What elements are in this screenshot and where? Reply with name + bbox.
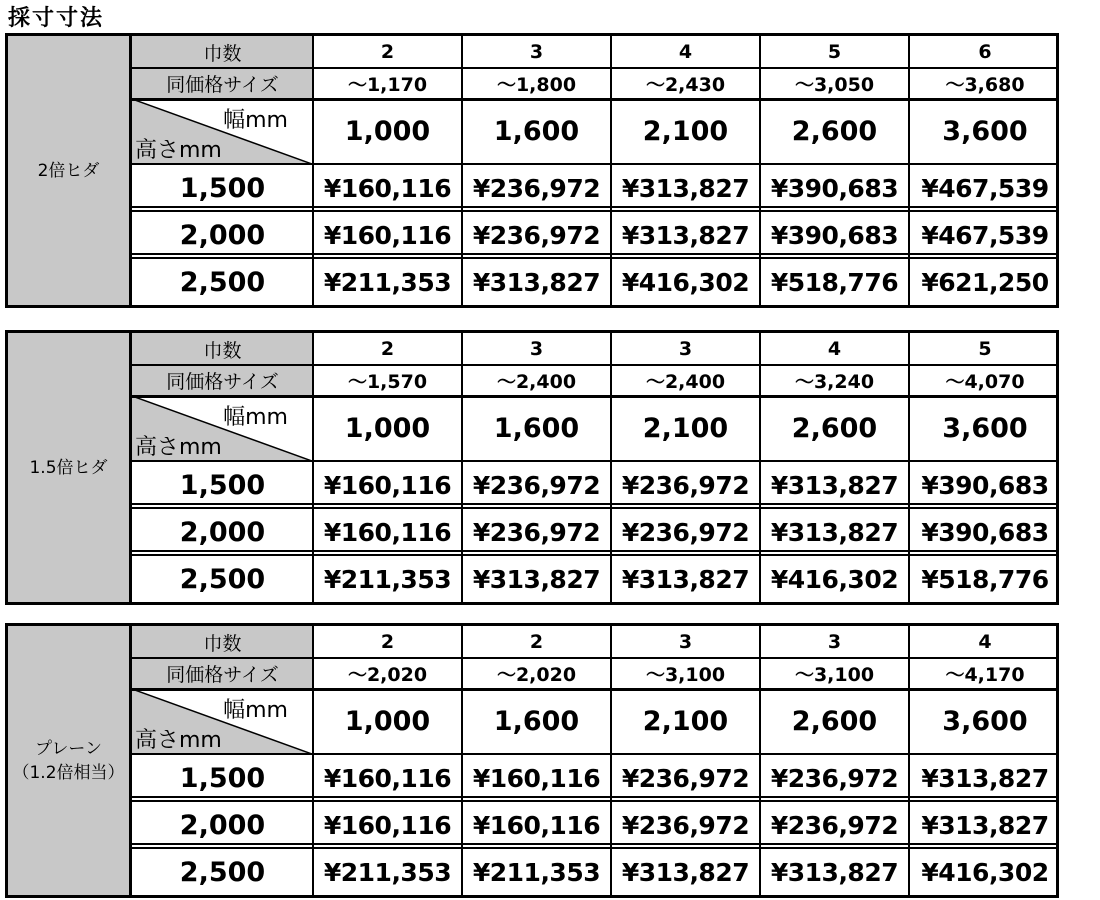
price-cell: ¥236,972	[472, 518, 601, 547]
size-value: ～2,020	[347, 664, 428, 686]
row-divider	[132, 257, 1056, 259]
column-divider	[610, 626, 612, 895]
height-value: 1,500	[179, 172, 266, 204]
price-cell: ¥236,972	[621, 518, 750, 547]
count-label: 巾数	[132, 333, 313, 365]
price-cell: ¥390,683	[770, 221, 899, 250]
price-cell: ¥416,302	[621, 267, 750, 297]
count-value: 4	[827, 338, 842, 360]
price-cell: ¥236,972	[770, 763, 899, 793]
width-value: 3,600	[942, 706, 1028, 737]
price-cell: ¥313,827	[921, 763, 1049, 793]
height-value: 2,000	[179, 517, 266, 548]
price-cell: ¥518,776	[770, 267, 899, 297]
price-cell: ¥211,353	[323, 267, 452, 297]
size-value: ～3,050	[794, 74, 875, 96]
count-label: 巾数	[132, 626, 313, 658]
price-cell: ¥211,353	[472, 857, 601, 887]
count-value: 3	[827, 631, 842, 653]
size-value: ～3,100	[794, 664, 875, 686]
price-cell: ¥313,827	[921, 811, 1049, 840]
price-cell: ¥236,972	[472, 470, 601, 500]
width-value: 3,600	[942, 116, 1028, 147]
price-table-block	[5, 623, 1059, 898]
row-divider	[132, 206, 1056, 208]
width-label: 幅mm	[223, 405, 288, 430]
row-divider	[132, 67, 1056, 69]
row-divider	[132, 503, 1056, 505]
price-cell: ¥621,250	[921, 267, 1049, 297]
price-cell: ¥236,972	[472, 173, 601, 203]
price-cell: ¥467,539	[921, 221, 1049, 250]
count-value: 3	[678, 338, 693, 360]
style-label	[8, 333, 132, 602]
width-value: 1,000	[344, 706, 431, 737]
size-label: 同価格サイズ	[132, 658, 313, 689]
price-cell: ¥518,776	[921, 564, 1049, 594]
price-cell: ¥390,683	[921, 470, 1049, 500]
count-value: 3	[529, 41, 544, 63]
width-value: 2,600	[791, 706, 878, 737]
price-cell: ¥211,353	[323, 564, 452, 594]
column-divider	[461, 333, 463, 602]
corner-header	[132, 99, 312, 164]
price-grid	[132, 333, 1056, 602]
price-table-block	[5, 33, 1059, 308]
width-value: 1,600	[493, 413, 580, 444]
width-label: 幅mm	[223, 108, 288, 133]
size-value: ～4,070	[945, 371, 1025, 393]
size-value: ～2,400	[496, 371, 577, 393]
count-value: 4	[678, 41, 693, 63]
style-label-line: （1.2倍相当）	[12, 762, 125, 783]
price-cell: ¥313,827	[770, 518, 899, 547]
size-value: ～3,680	[945, 74, 1025, 96]
height-label: 高さmm	[135, 435, 222, 460]
size-value: ～2,430	[645, 74, 726, 96]
price-cell: ¥313,827	[621, 221, 750, 250]
column-divider	[312, 333, 314, 602]
size-value: ～1,170	[347, 74, 428, 96]
price-cell: ¥160,116	[472, 811, 601, 840]
width-value: 1,000	[344, 413, 431, 444]
column-divider	[610, 36, 612, 305]
size-value: ～2,400	[645, 371, 726, 393]
price-cell: ¥160,116	[323, 518, 452, 547]
row-divider	[132, 657, 1056, 659]
size-value: ～1,800	[496, 74, 577, 96]
price-cell: ¥313,827	[770, 470, 899, 500]
count-label: 巾数	[132, 36, 313, 68]
price-grid	[132, 36, 1056, 305]
row-divider	[132, 460, 1056, 462]
count-value: 4	[978, 631, 992, 653]
price-table-block	[5, 330, 1059, 605]
row-divider	[132, 395, 1056, 398]
price-cell: ¥313,827	[770, 857, 899, 887]
page-title: 採寸寸法	[8, 6, 105, 31]
row-divider	[132, 688, 1056, 691]
row-divider	[132, 253, 1056, 255]
column-divider	[759, 626, 761, 895]
count-value: 2	[380, 631, 395, 653]
price-cell: ¥313,827	[472, 564, 601, 594]
width-label: 幅mm	[223, 698, 288, 723]
column-divider	[908, 333, 910, 602]
count-value: 5	[978, 338, 992, 360]
height-value: 2,500	[179, 856, 266, 888]
column-divider	[312, 626, 314, 895]
corner-header	[132, 689, 312, 754]
style-label-line: 1.5倍ヒダ	[29, 457, 108, 478]
price-cell: ¥160,116	[323, 811, 452, 840]
height-value: 1,500	[179, 762, 266, 794]
column-divider	[461, 626, 463, 895]
height-value: 2,500	[179, 563, 266, 595]
size-value: ～4,170	[945, 664, 1025, 686]
style-label	[8, 36, 132, 305]
price-cell: ¥313,827	[621, 857, 750, 887]
height-value: 1,500	[179, 469, 266, 501]
size-value: ～3,100	[645, 664, 726, 686]
price-cell: ¥211,353	[323, 857, 452, 887]
price-cell: ¥467,539	[921, 173, 1049, 203]
price-cell: ¥236,972	[770, 811, 899, 840]
price-cell: ¥160,116	[323, 470, 452, 500]
row-divider	[132, 847, 1056, 849]
height-value: 2,500	[179, 266, 266, 298]
price-cell: ¥236,972	[621, 811, 750, 840]
width-value: 2,600	[791, 116, 878, 147]
price-cell: ¥313,827	[621, 173, 750, 203]
price-grid	[132, 626, 1056, 895]
height-value: 2,000	[179, 220, 266, 251]
height-label: 高さmm	[135, 728, 222, 753]
width-value: 1,600	[493, 706, 580, 737]
price-cell: ¥236,972	[621, 470, 750, 500]
height-label: 高さmm	[135, 138, 222, 163]
price-cell: ¥390,683	[770, 173, 899, 203]
price-cell: ¥160,116	[323, 763, 452, 793]
size-value: ～3,240	[794, 371, 875, 393]
width-value: 2,100	[642, 116, 729, 147]
price-cell: ¥160,116	[323, 221, 452, 250]
column-divider	[759, 36, 761, 305]
row-divider	[132, 98, 1056, 101]
row-divider	[132, 507, 1056, 509]
count-value: 3	[678, 631, 693, 653]
size-value: ～2,020	[496, 664, 577, 686]
count-value: 2	[380, 338, 395, 360]
row-divider	[132, 843, 1056, 845]
price-cell: ¥236,972	[472, 221, 601, 250]
count-value: 2	[380, 41, 395, 63]
row-divider	[132, 554, 1056, 556]
corner-header	[132, 396, 312, 461]
column-divider	[908, 36, 910, 305]
price-cell: ¥416,302	[770, 564, 899, 594]
price-cell: ¥313,827	[472, 267, 601, 297]
width-value: 1,600	[493, 116, 580, 147]
price-cell: ¥416,302	[921, 857, 1049, 887]
row-divider	[132, 364, 1056, 366]
size-value: ～1,570	[347, 371, 428, 393]
price-cell: ¥390,683	[921, 518, 1049, 547]
price-cell: ¥160,116	[472, 763, 601, 793]
column-divider	[759, 333, 761, 602]
width-value: 3,600	[942, 413, 1028, 444]
height-value: 2,000	[179, 810, 266, 841]
price-cell: ¥236,972	[621, 763, 750, 793]
row-divider	[132, 163, 1056, 165]
row-divider	[132, 796, 1056, 798]
column-divider	[461, 36, 463, 305]
width-value: 2,100	[642, 706, 729, 737]
count-value: 5	[827, 41, 842, 63]
row-divider	[132, 210, 1056, 212]
width-value: 2,600	[791, 413, 878, 444]
column-divider	[610, 333, 612, 602]
row-divider	[132, 753, 1056, 755]
count-value: 6	[978, 41, 992, 63]
width-value: 2,100	[642, 413, 729, 444]
column-divider	[312, 36, 314, 305]
style-label-line: 2倍ヒダ	[37, 160, 100, 181]
size-label: 同価格サイズ	[132, 68, 313, 99]
count-value: 3	[529, 338, 544, 360]
row-divider	[132, 800, 1056, 802]
style-label	[8, 626, 132, 895]
size-label: 同価格サイズ	[132, 365, 313, 396]
price-cell: ¥160,116	[323, 173, 452, 203]
column-divider	[908, 626, 910, 895]
width-value: 1,000	[344, 116, 431, 147]
price-cell: ¥313,827	[621, 564, 750, 594]
row-divider	[132, 550, 1056, 552]
count-value: 2	[529, 631, 544, 653]
style-label-line: プレーン	[35, 738, 102, 759]
